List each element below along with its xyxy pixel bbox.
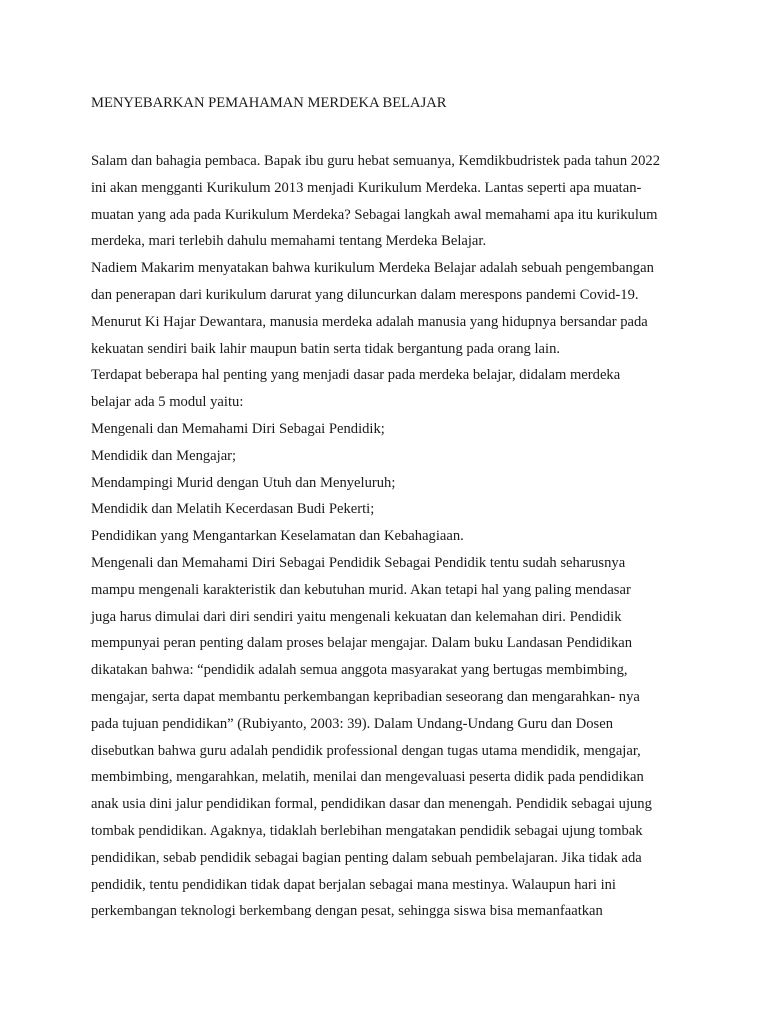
text-line: disebutkan bahwa guru adalah pendidik professional dengan tugas utama mendidik, mengajar, bbox=[91, 742, 641, 759]
text-line: Mendampingi Murid dengan Utuh dan Menyeluruh; bbox=[91, 474, 396, 491]
text-line: Mendidik dan Melatih Kecerdasan Budi Pekerti; bbox=[91, 501, 375, 518]
text-line: Mengenali dan Memahami Diri Sebagai Pendidik; bbox=[91, 420, 385, 437]
document-body bbox=[91, 148, 691, 925]
text-line: kekuatan sendiri baik lahir maupun batin serta tidak bergantung pada orang lain. bbox=[91, 340, 561, 357]
document-title: MENYEBARKAN PEMAHAMAN MERDEKA BELAJAR bbox=[91, 95, 447, 111]
text-line: Mengenali dan Memahami Diri Sebagai Pendidik Sebagai Pendidik tentu sudah seharusnya bbox=[91, 554, 626, 571]
document-page bbox=[91, 91, 691, 925]
text-line: Mendidik dan Mengajar; bbox=[91, 447, 237, 464]
text-line: mempunyai peran penting dalam proses belajar mengajar. Dalam buku Landasan Pendidikan bbox=[91, 635, 633, 652]
text-line: mampu mengenali karakteristik dan kebutuhan murid. Akan tetapi hal yang paling mendasar bbox=[91, 581, 631, 598]
text-line: anak usia dini jalur pendidikan formal, pendidikan dasar dan menengah. Pendidik sebagai ujung bbox=[91, 796, 652, 813]
text-line: merdeka, mari terlebih dahulu memahami tentang Merdeka Belajar. bbox=[91, 233, 487, 250]
text-line: Menurut Ki Hajar Dewantara, manusia merdeka adalah manusia yang hidupnya bersandar pada bbox=[91, 313, 648, 330]
text-line: pada tujuan pendidikan” (Rubiyanto, 2003: 39). Dalam Undang-Undang Guru dan Dosen bbox=[91, 715, 614, 732]
text-line: pendidik, tentu pendidikan tidak dapat berjalan sebagai mana mestinya. Walaupun hari ini bbox=[91, 876, 616, 893]
text-line: dikatakan bahwa: “pendidik adalah semua anggota masyarakat yang bertugas membimbing, bbox=[91, 662, 628, 679]
text-line: belajar ada 5 modul yaitu: bbox=[91, 394, 244, 411]
text-line: perkembangan teknologi berkembang dengan pesat, sehingga siswa bisa memanfaatkan bbox=[91, 903, 603, 920]
text-line: ini akan mengganti Kurikulum 2013 menjadi Kurikulum Merdeka. Lantas seperti apa muatan- bbox=[91, 179, 642, 196]
text-line: Pendidikan yang Mengantarkan Keselamatan dan Kebahagiaan. bbox=[91, 528, 464, 545]
text-line: tombak pendidikan. Agaknya, tidaklah berlebihan mengatakan pendidik sebagai ujung tombak bbox=[91, 822, 643, 839]
text-line: Salam dan bahagia pembaca. Bapak ibu guru hebat semuanya, Kemdikbudristek pada tahun 2022 bbox=[91, 153, 660, 169]
text-line: dan penerapan dari kurikulum darurat yang diluncurkan dalam merespons pandemi Covid-19. bbox=[91, 286, 639, 303]
text-line: Terdapat beberapa hal penting yang menjadi dasar pada merdeka belajar, didalam merdeka bbox=[91, 367, 621, 384]
text-line: muatan yang ada pada Kurikulum Merdeka? Sebagai langkah awal memahami apa itu kurikulum bbox=[91, 206, 658, 223]
text-line: membimbing, mengarahkan, melatih, menilai dan mengevaluasi peserta didik pada pendidikan bbox=[91, 769, 644, 786]
text-line: pendidikan, sebab pendidik sebagai bagian penting dalam sebuah pembelajaran. Jika tidak ada bbox=[91, 849, 642, 866]
text-line: Nadiem Makarim menyatakan bahwa kurikulum Merdeka Belajar adalah sebuah pengembangan bbox=[91, 260, 654, 277]
text-line: mengajar, serta dapat membantu perkembangan kepribadian seseorang dan mengarahkan- nya bbox=[91, 688, 640, 705]
text-line: juga harus dimulai dari diri sendiri yaitu mengenali kekuatan dan kelemahan diri. Pendidik bbox=[91, 608, 622, 625]
